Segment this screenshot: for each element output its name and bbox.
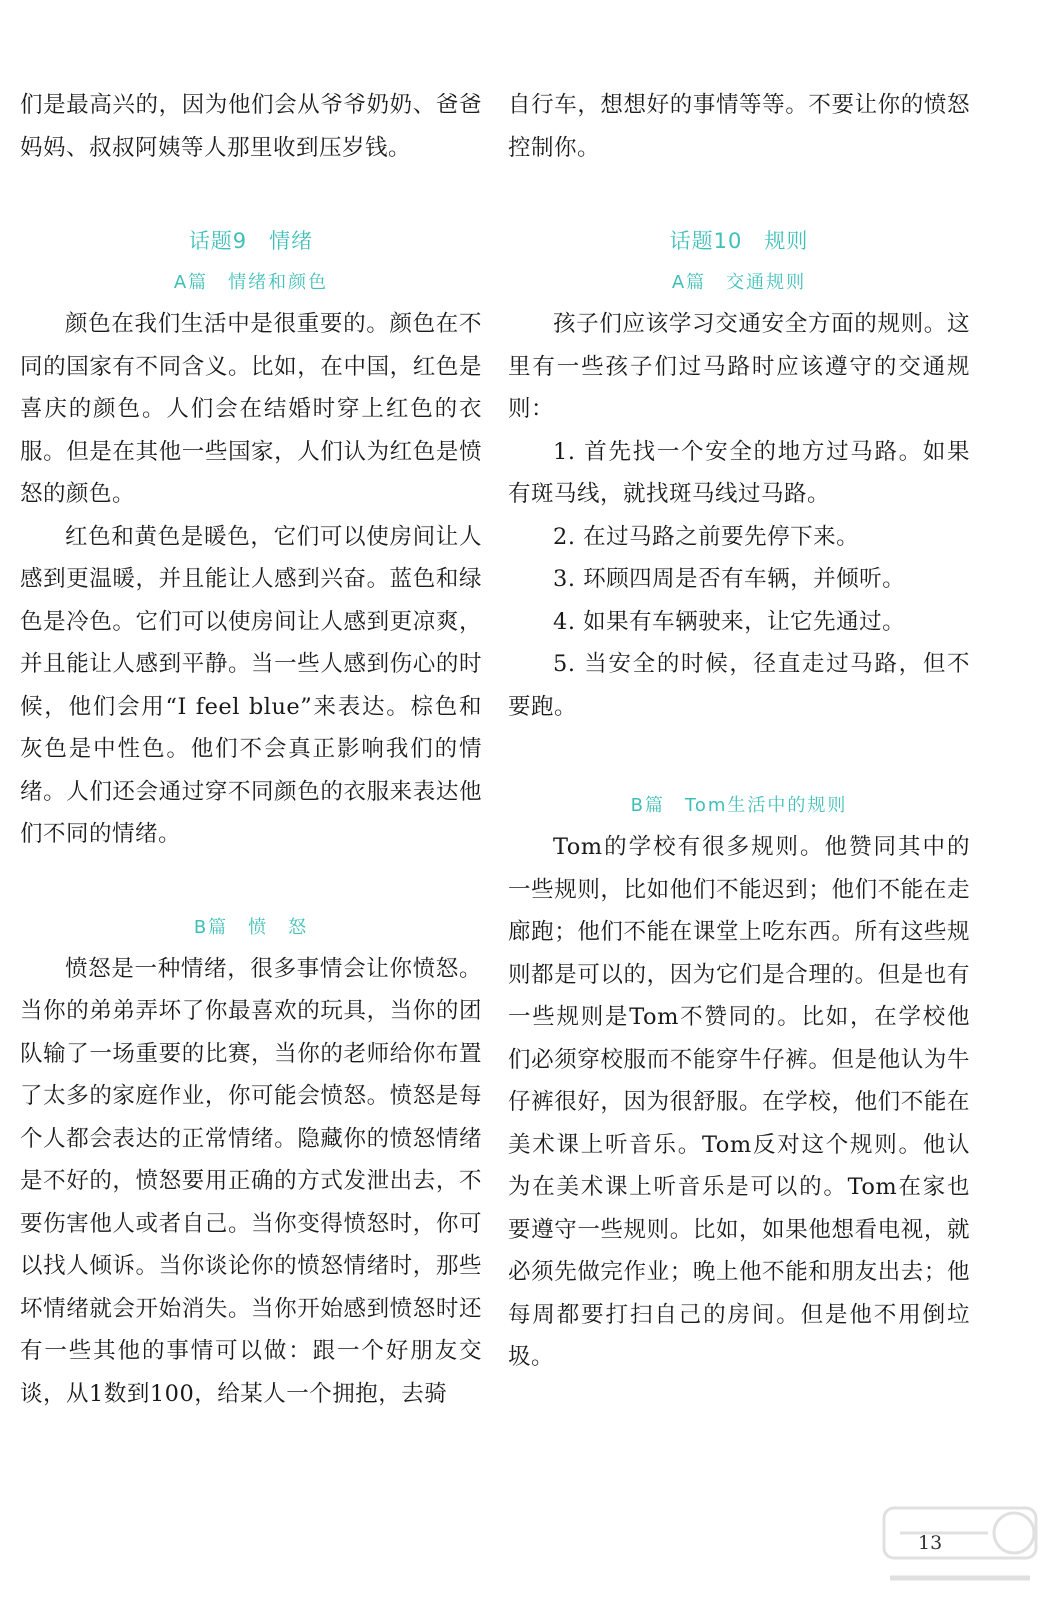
- topic-9-section-a-paragraph-1: 颜色在我们生活中是很重要的。颜色在不同的国家有不同含义。比如，在中国，红色是喜庆的颜色。人们会在结婚时穿上红色的衣服。但是在其他一些国家，人们认为红色是愤怒的颜色。: [20, 311, 482, 507]
- rule-item-1: 1. 首先找一个安全的地方过马路。如果有斑马线，就找斑马线过马路。: [508, 438, 970, 507]
- topic-9-section-a-paragraph-2: 红色和黄色是暖色，它们可以使房间让人感到更温暖，并且能让人感到兴奋。蓝色和绿色是冷色。它们可以使房间让人感到更凉爽，并且能让人感到平静。当一些人感到伤心的时候，他们会用“I feel blue”来表达。棕色和灰色是中性色。他们不会真正影响我们的情绪。人们还会通过穿不同颜色的衣服来表达他们不同的情绪。: [20, 523, 482, 847]
- page-number: 13: [918, 1532, 943, 1554]
- right-intro-text: 自行车，想想好的事情等等。不要让你的愤怒控制你。: [508, 92, 970, 161]
- left-intro-text: 们是最高兴的，因为他们会从爷爷奶奶、爸爸妈妈、叔叔阿姨等人那里收到压岁钱。: [20, 92, 482, 161]
- topic-10-title: 话题10 规则: [669, 229, 809, 253]
- topic-10-section-a-title: A篇 交通规则: [671, 272, 807, 293]
- topic-10-section-b-paragraph: Tom的学校有很多规则。他赞同其中的一些规则，比如他们不能迟到；他们不能在走廊跑；他们不能在课堂上吃东西。所有这些规则都是可以的，因为它们是合理的。但是也有一些规则是Tom不赞同的。比如，在学校他们必须穿校服而不能穿牛仔裤。但是他认为牛仔裤很好，因为很舒服。在学校，他们不能在美术课上听音乐。Tom反对这个规则。他认为在美术课上听音乐是可以的。Tom在家也要遵守一些规则。比如，如果他想看电视，就必须先做完作业；晚上他不能和朋友出去；他每周都要打扫自己的房间。但是他不用倒垃圾。: [508, 834, 970, 1370]
- topic-9-section-a-title: A篇 情绪和颜色: [173, 272, 329, 293]
- topic-9-section-b-paragraph: 愤怒是一种情绪，很多事情会让你愤怒。当你的弟弟弄坏了你最喜欢的玩具，当你的团队输了一场重要的比赛，当你的老师给你布置了太多的家庭作业，你可能会愤怒。愤怒是每个人都会表达的正常情绪。隐藏你的愤怒情绪是不好的，愤怒要用正确的方式发泄出去，不要伤害他人或者自己。当你变得愤怒时，你可以找人倾诉。当你谈论你的愤怒情绪时，那些坏情绪就会开始消失。当你开始感到愤怒时还有一些其他的事情可以做：跟一个好朋友交谈，从1数到100，给某人一个拥抱，去骑: [20, 955, 482, 1407]
- rule-item-4: 4. 如果有车辆驶来，让它先通过。: [553, 608, 906, 635]
- rule-item-5: 5. 当安全的时候，径直走过马路，但不要跑。: [508, 651, 970, 720]
- topic-10-section-b-title: B篇 Tom生活中的规则: [630, 795, 848, 816]
- rule-item-2: 2. 在过马路之前要先停下来。: [553, 523, 860, 550]
- watermark-logo-icon: [880, 1502, 1040, 1592]
- rule-item-3: 3. 环顾四周是否有车辆，并倾听。: [553, 566, 906, 592]
- topic-10-section-a-intro: 孩子们应该学习交通安全方面的规则。这里有一些孩子们过马路时应该遵守的交通规则：: [508, 311, 970, 422]
- topic-9-section-b-title: B篇 愤 怒: [193, 916, 309, 938]
- topic-9-title: 话题9 情绪: [188, 229, 314, 253]
- right-column: [508, 84, 970, 1379]
- left-column: [20, 84, 482, 1415]
